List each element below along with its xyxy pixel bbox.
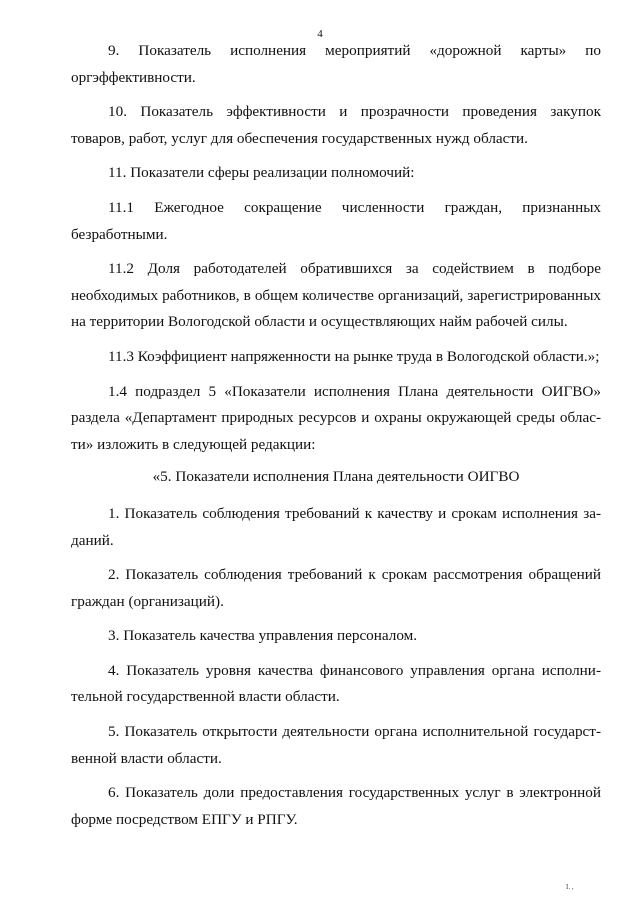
paragraph-item-11: 11. Показатели сферы реализации полномочий: <box>108 164 415 182</box>
page-number: 4 <box>317 28 323 40</box>
indicator-item-6: 6. Показатель доли предоставления государственных услуг в электронной форме посредством ЕПГУ и РПГУ. <box>71 784 601 828</box>
indicator-item-2: 2. Показатель соблюдения требований к срокам рассмотрения обращений граждан (организаций). <box>71 566 601 610</box>
paragraph-amendment-1-4: 1.4 подраздел 5 «Показатели исполнения Плана деятельности ОИГВО» раздела «Департамент природных ресурсов и охраны окружающей среды области» изложить в следующей редакции: <box>71 382 601 453</box>
indicator-item-3: 3. Показатель качества управления персоналом. <box>108 627 418 645</box>
paragraph-item-10: 10. Показатель эффективности и прозрачности проведения закупок товаров, работ, услуг для обеспечения государственных нужд области. <box>71 103 601 147</box>
paragraph-item-9: 9. Показатель исполнения мероприятий «дорожной карты» по оргэффективности. <box>71 42 601 86</box>
paragraph-item-11-1: 11.1 Ежегодное сокращение численности граждан, признанных безработными. <box>71 198 601 243</box>
indicator-item-1: 1. Показатель соблюдения требований к качеству и срокам исполнения заданий. <box>71 504 601 549</box>
paragraph-item-11-3: 11.3 Коэффициент напряженности на рынке труда в Вологодской области.»; <box>108 347 600 365</box>
section-heading: «5. Показатели исполнения Плана деятельности ОИГВО <box>152 468 520 486</box>
paragraph-item-11-2: 11.2 Доля работодателей обратившихся за содействием в подборе необходимых работников, в общем количестве организаций, зарегистрированных на территории Вологодской области и осуществляющих найм рабочей силы. <box>71 260 601 331</box>
document-body <box>71 38 601 833</box>
footer-mark: I. , <box>566 883 574 891</box>
indicator-item-5: 5. Показатель открытости деятельности органа исполнительной государственной власти области. <box>71 723 601 767</box>
indicator-item-4: 4. Показатель уровня качества финансового управления органа исполнительной государственной власти области. <box>71 661 601 706</box>
